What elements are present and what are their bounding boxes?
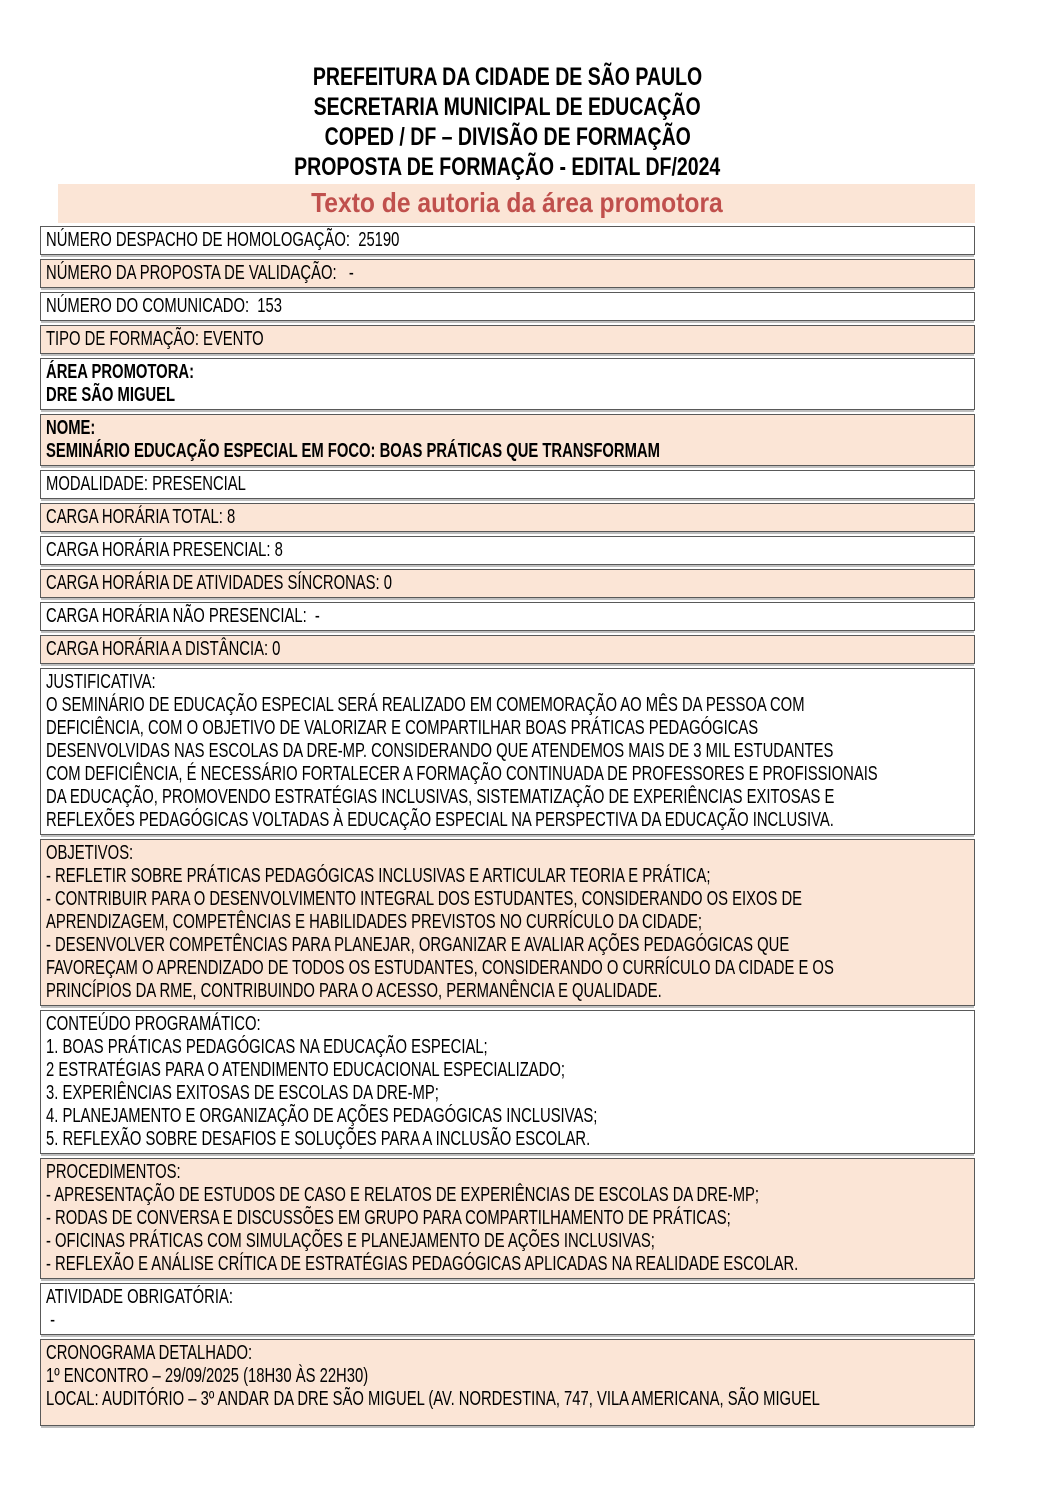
row-line — [46, 1059, 966, 1082]
row-line-text: NÚMERO DO COMUNICADO: 153 — [46, 295, 283, 317]
header-line-secretariat — [40, 92, 975, 122]
row-line-text: - REFLEXÃO E ANÁLISE CRÍTICA DE ESTRATÉGIAS PEDAGÓGICAS APLICADAS NA REALIDADE ESCOLAR. — [46, 1253, 799, 1275]
header-line-proposal-title — [40, 152, 975, 182]
row-line-text: 1º ENCONTRO – 29/09/2025 (18H30 ÀS 22H30) — [46, 1365, 369, 1387]
document-header — [40, 62, 975, 182]
table-row — [40, 1283, 975, 1335]
table-row — [40, 569, 975, 598]
row-line — [46, 295, 966, 318]
row-line — [46, 572, 966, 595]
row-line — [46, 1207, 966, 1230]
row-line-text: CARGA HORÁRIA PRESENCIAL: 8 — [46, 539, 283, 561]
row-line — [46, 717, 966, 740]
row-line-text: 2 ESTRATÉGIAS PARA O ATENDIMENTO EDUCACIONAL ESPECIALIZADO; — [46, 1059, 565, 1081]
row-line-text: SEMINÁRIO EDUCAÇÃO ESPECIAL EM FOCO: BOAS PRÁTICAS QUE TRANSFORMAM — [46, 440, 660, 462]
table-row — [40, 259, 975, 288]
row-line-text: TIPO DE FORMAÇÃO: EVENTO — [46, 328, 264, 350]
row-line — [46, 842, 966, 865]
row-line — [46, 934, 966, 957]
row-line — [46, 440, 966, 463]
header-line-text: COPED / DF – DIVISÃO DE FORMAÇÃO — [324, 123, 691, 151]
row-line-text: - — [46, 1309, 56, 1331]
row-line — [46, 1105, 966, 1128]
row-line-text: REFLEXÕES PEDAGÓGICAS VOLTADAS À EDUCAÇÃO ESPECIAL NA PERSPECTIVA DA EDUCAÇÃO INCLUSIVA. — [46, 809, 834, 831]
row-line — [46, 980, 966, 1003]
table-row — [40, 292, 975, 321]
row-line-text: NOME: — [46, 417, 96, 439]
row-line — [46, 1082, 966, 1105]
row-line — [46, 1230, 966, 1253]
table-row — [40, 1010, 975, 1154]
row-line-text: PRINCÍPIOS DA RME, CONTRIBUINDO PARA O ACESSO, PERMANÊNCIA E QUALIDADE. — [46, 980, 662, 1002]
row-line-text: DA EDUCAÇÃO, PROMOVENDO ESTRATÉGIAS INCLUSIVAS, SISTEMATIZAÇÃO DE EXPERIÊNCIAS EXITOSAS E — [46, 786, 835, 808]
row-line — [46, 1365, 966, 1388]
authorship-banner-text: Texto de autoria da área promotora — [310, 187, 723, 218]
row-line — [46, 1128, 966, 1151]
row-line-text: 3. EXPERIÊNCIAS EXITOSAS DE ESCOLAS DA DRE-MP; — [46, 1082, 439, 1104]
row-line-text: CONTEÚDO PROGRAMÁTICO: — [46, 1013, 261, 1035]
row-line — [46, 384, 966, 407]
row-line — [46, 638, 966, 661]
row-line — [46, 786, 966, 809]
row-line-text: O SEMINÁRIO DE EDUCAÇÃO ESPECIAL SERÁ REALIZADO EM COMEMORAÇÃO AO MÊS DA PESSOA COM — [46, 694, 805, 716]
table-row — [40, 1339, 975, 1426]
row-line — [46, 1342, 966, 1365]
row-line — [46, 1036, 966, 1059]
row-line — [46, 763, 966, 786]
row-line — [46, 1161, 966, 1184]
row-line — [46, 671, 966, 694]
row-line-text: - DESENVOLVER COMPETÊNCIAS PARA PLANEJAR, ORGANIZAR E AVALIAR AÇÕES PEDAGÓGICAS QUE — [46, 934, 790, 956]
table-row — [40, 470, 975, 499]
row-line — [46, 417, 966, 440]
table-row — [40, 414, 975, 466]
row-line — [46, 1253, 966, 1276]
row-line — [46, 1013, 966, 1036]
row-line — [46, 262, 966, 285]
table-row — [40, 325, 975, 354]
row-line-text: CARGA HORÁRIA NÃO PRESENCIAL: - — [46, 605, 320, 627]
row-line-text: CARGA HORÁRIA TOTAL: 8 — [46, 506, 236, 528]
header-line-text: PROPOSTA DE FORMAÇÃO - EDITAL DF/2024 — [294, 153, 721, 181]
row-line — [46, 865, 966, 888]
row-line — [46, 361, 966, 384]
row-line — [46, 506, 966, 529]
header-line-text: PREFEITURA DA CIDADE DE SÃO PAULO — [312, 63, 703, 91]
table-row — [40, 503, 975, 532]
row-line-text: 1. BOAS PRÁTICAS PEDAGÓGICAS NA EDUCAÇÃO ESPECIAL; — [46, 1036, 488, 1058]
row-line-text: LOCAL: AUDITÓRIO – 3º ANDAR DA DRE SÃO MIGUEL (AV. NORDESTINA, 747, VILA AMERICANA, SÃO MIGUEL — [46, 1388, 820, 1410]
table-row — [40, 358, 975, 410]
form-table — [40, 226, 975, 1426]
table-row — [40, 635, 975, 664]
row-line-text: DEFICIÊNCIA, COM O OBJETIVO DE VALORIZAR E COMPARTILHAR BOAS PRÁTICAS PEDAGÓGICAS — [46, 717, 759, 739]
row-line — [46, 888, 966, 911]
table-row — [40, 1158, 975, 1279]
row-line — [46, 328, 966, 351]
row-line — [46, 473, 966, 496]
row-line-text: OBJETIVOS: — [46, 842, 134, 864]
row-line-text: ATIVIDADE OBRIGATÓRIA: — [46, 1286, 233, 1308]
row-line-text: - CONTRIBUIR PARA O DESENVOLVIMENTO INTEGRAL DOS ESTUDANTES, CONSIDERANDO OS EIXOS DE — [46, 888, 803, 910]
row-line — [46, 229, 966, 252]
row-line-text: - REFLETIR SOBRE PRÁTICAS PEDAGÓGICAS INCLUSIVAS E ARTICULAR TEORIA E PRÁTICA; — [46, 865, 711, 887]
row-line — [46, 911, 966, 934]
row-line-text: NÚMERO DA PROPOSTA DE VALIDAÇÃO: - — [46, 262, 354, 284]
row-line-text: PROCEDIMENTOS: — [46, 1161, 181, 1183]
row-line-text: 4. PLANEJAMENTO E ORGANIZAÇÃO DE AÇÕES PEDAGÓGICAS INCLUSIVAS; — [46, 1105, 598, 1127]
row-line — [46, 740, 966, 763]
row-line — [46, 1286, 966, 1309]
header-line-text: SECRETARIA MUNICIPAL DE EDUCAÇÃO — [313, 93, 702, 121]
row-line-text: NÚMERO DESPACHO DE HOMOLOGAÇÃO: 25190 — [46, 229, 400, 251]
row-line-text: - RODAS DE CONVERSA E DISCUSSÕES EM GRUPO PARA COMPARTILHAMENTO DE PRÁTICAS; — [46, 1207, 731, 1229]
row-line — [46, 957, 966, 980]
row-line — [46, 1184, 966, 1207]
row-line-text: - OFICINAS PRÁTICAS COM SIMULAÇÕES E PLANEJAMENTO DE AÇÕES INCLUSIVAS; — [46, 1230, 655, 1252]
header-line-division — [40, 122, 975, 152]
row-line-text: JUSTIFICATIVA: — [46, 671, 156, 693]
table-row — [40, 536, 975, 565]
row-line-text: ÁREA PROMOTORA: — [46, 361, 194, 383]
row-line-text: COM DEFICIÊNCIA, É NECESSÁRIO FORTALECER A FORMAÇÃO CONTINUADA DE PROFESSORES E PROFISSIONAIS — [46, 763, 878, 785]
row-line — [46, 539, 966, 562]
row-line-text: CRONOGRAMA DETALHADO: — [46, 1342, 253, 1364]
row-line — [46, 1388, 966, 1411]
header-line-org — [40, 62, 975, 92]
authorship-banner — [58, 184, 975, 223]
row-line — [46, 694, 966, 717]
row-line-text: FAVOREÇAM O APRENDIZADO DE TODOS OS ESTUDANTES, CONSIDERANDO O CURRÍCULO DA CIDADE E OS — [46, 957, 834, 979]
row-line-text: CARGA HORÁRIA DE ATIVIDADES SÍNCRONAS: 0 — [46, 572, 392, 594]
row-line-text: CARGA HORÁRIA A DISTÂNCIA: 0 — [46, 638, 281, 660]
row-line-text: 5. REFLEXÃO SOBRE DESAFIOS E SOLUÇÕES PARA A INCLUSÃO ESCOLAR. — [46, 1128, 591, 1150]
table-row — [40, 602, 975, 631]
row-line — [46, 809, 966, 832]
table-row — [40, 668, 975, 835]
row-line-text: MODALIDADE: PRESENCIAL — [46, 473, 246, 495]
row-line-text: DRE SÃO MIGUEL — [46, 384, 176, 406]
row-line-text: APRENDIZAGEM, COMPETÊNCIAS E HABILIDADES PREVISTOS NO CURRÍCULO DA CIDADE; — [46, 911, 702, 933]
row-line-text: DESENVOLVIDAS NAS ESCOLAS DA DRE-MP. CONSIDERANDO QUE ATENDEMOS MAIS DE 3 MIL ESTUDANTES — [46, 740, 834, 762]
table-row — [40, 226, 975, 255]
table-row — [40, 839, 975, 1006]
row-line — [46, 605, 966, 628]
row-line — [46, 1309, 966, 1332]
row-line-text: - APRESENTAÇÃO DE ESTUDOS DE CASO E RELATOS DE EXPERIÊNCIAS DE ESCOLAS DA DRE-MP; — [46, 1184, 760, 1206]
